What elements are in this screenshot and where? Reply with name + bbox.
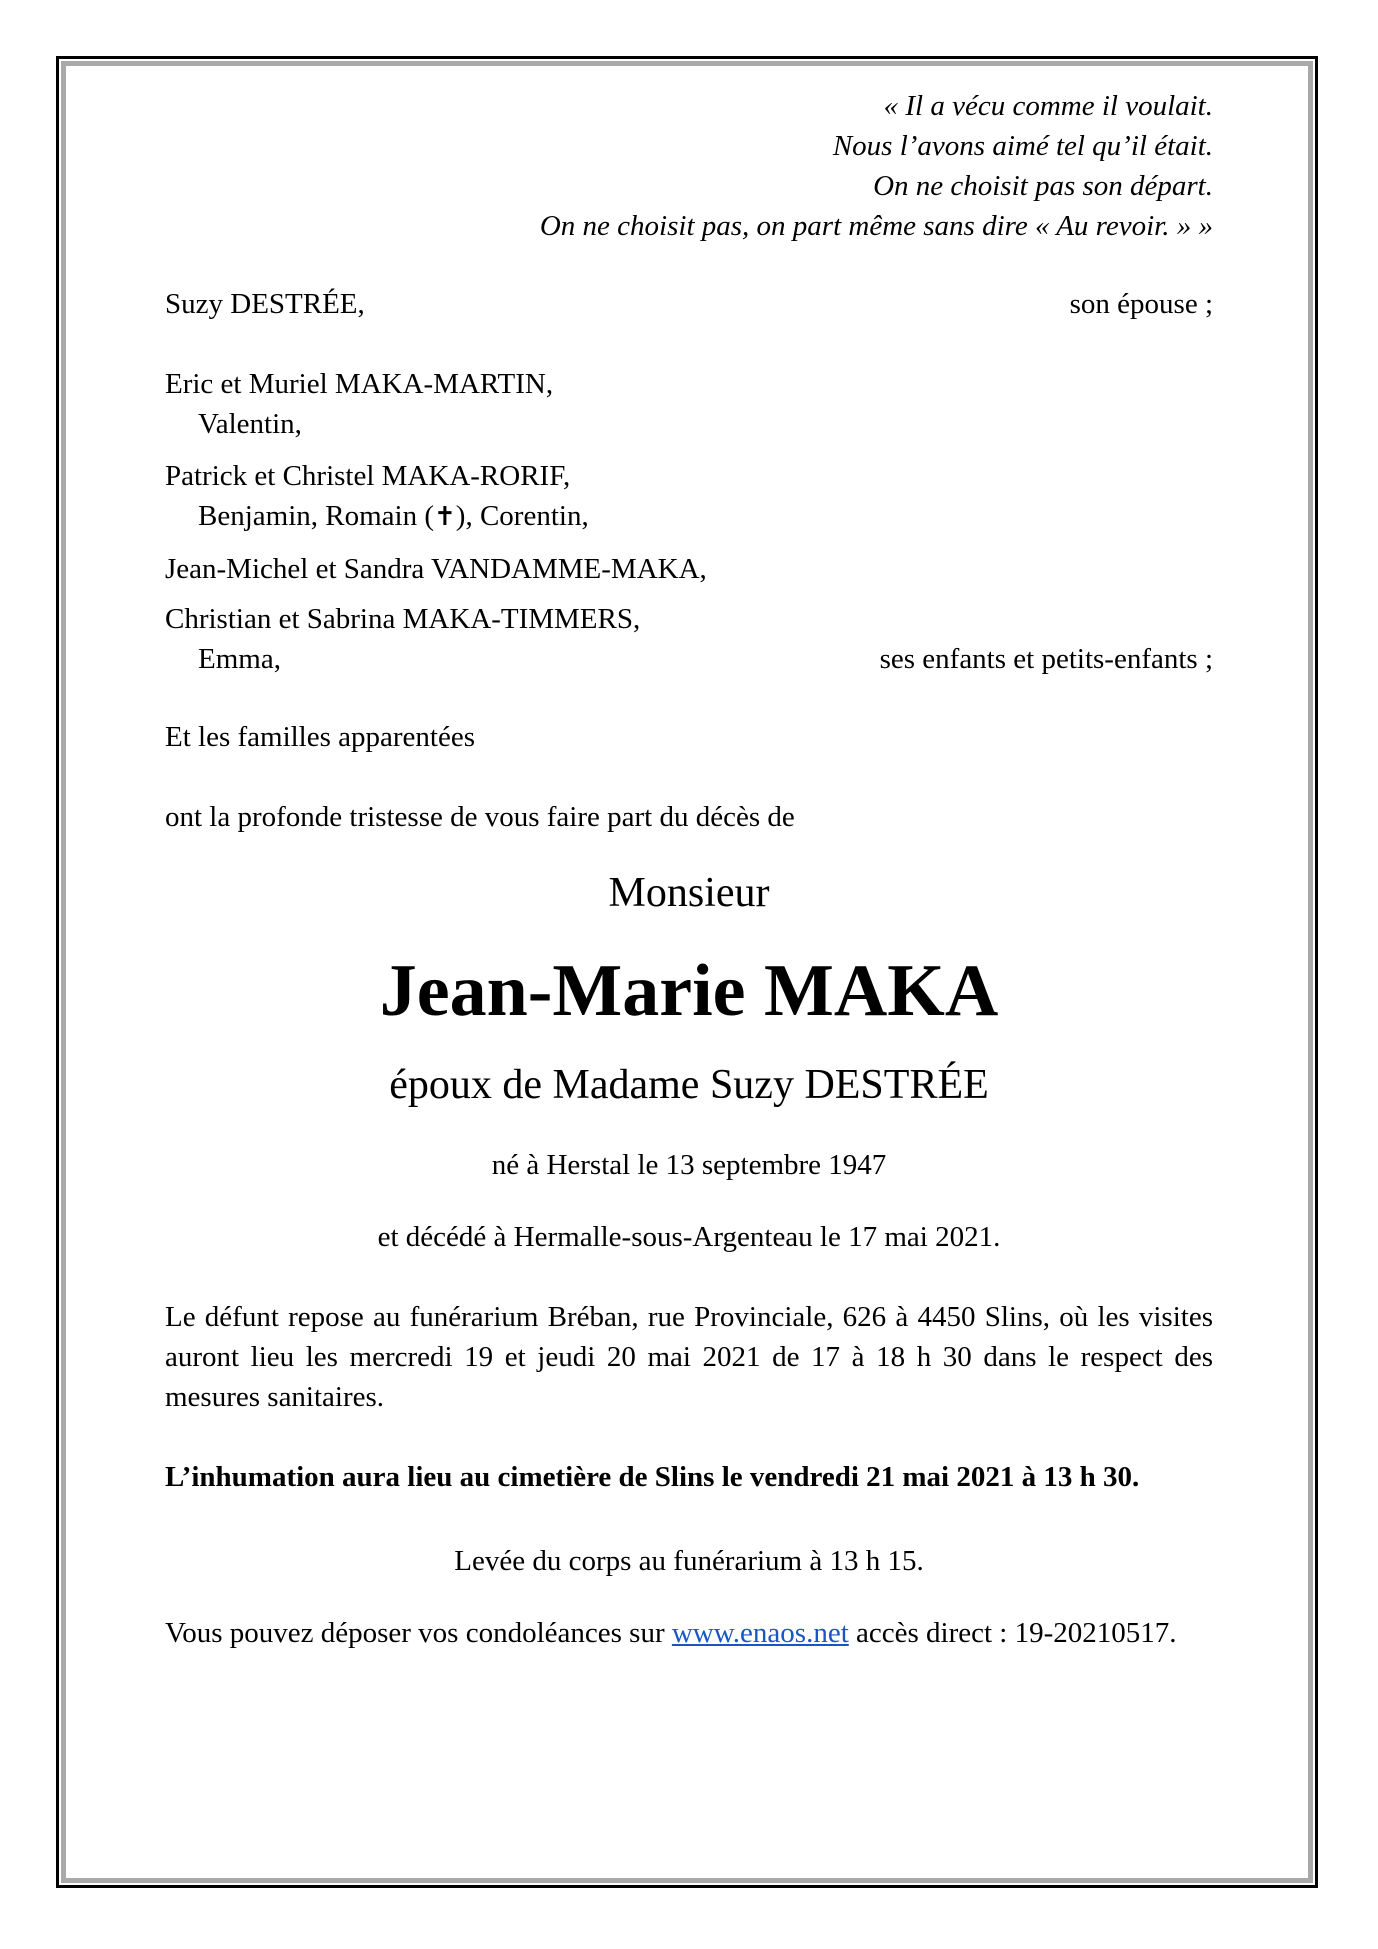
quote-line-3: On ne choisit pas son départ. [873, 170, 1213, 202]
deceased-name: Jean-Marie MAKA [379, 950, 999, 1032]
children-block [165, 364, 1213, 679]
quote-line-1: « Il a vécu comme il voulait. [883, 90, 1213, 122]
honorific: Monsieur [608, 870, 770, 916]
birth-info: né à Herstal le 13 septembre 1947 [491, 1149, 887, 1181]
announcement-text: ont la profonde tristesse de vous faire part du décès de [165, 801, 795, 833]
cross-icon: ✝ [434, 502, 456, 532]
obituary-body [165, 86, 1213, 1653]
quote-line-2: Nous l’avons aimé tel qu’il était. [832, 130, 1213, 162]
enaos-link[interactable]: www.enaos.net [671, 1617, 849, 1649]
children-couple-4: Christian et Sabrina MAKA-TIMMERS, [165, 603, 641, 635]
condolences-info: Vous pouvez déposer vos condoléances sur www.enaos.net accès direct : 19-20210517. [165, 1617, 1177, 1649]
grandchildren-1: Valentin, [198, 408, 302, 440]
epigraph-quote [165, 86, 1213, 246]
grandchildren-4: Emma, [198, 643, 281, 675]
related-families: Et les familles apparentées [165, 721, 476, 753]
children-couple-1: Eric et Muriel MAKA-MARTIN, [165, 368, 554, 400]
children-couple-3: Jean-Michel et Sandra VANDAMME-MAKA, [165, 553, 707, 585]
burial-info: L’inhumation aura lieu au cimetière de Slins le vendredi 21 mai 2021 à 13 h 30. [165, 1461, 1140, 1493]
visitation-info: Le défunt repose au funérarium Bréban, rue Provinciale, 626 à 4450 Slins, où les visites auront lieu les mercredi 19 et jeudi 20 mai 2021 de 17 à 18 h 30 dans le respect des mesures sanitaires. [165, 1301, 1213, 1413]
quote-line-4: On ne choisit pas, on part même sans dire « Au revoir. » » [539, 210, 1213, 242]
spouse-line [165, 284, 1213, 324]
spouse-relation: son épouse ; [1069, 288, 1213, 320]
grandchildren-2: Benjamin, Romain (✝), Corentin, [198, 500, 589, 532]
spouse-name: Suzy DESTRÉE, [165, 288, 365, 320]
levee-info: Levée du corps au funérarium à 13 h 15. [454, 1545, 924, 1577]
spouse-of: époux de Madame Suzy DESTRÉE [389, 1062, 989, 1108]
children-couple-2: Patrick et Christel MAKA-RORIF, [165, 460, 571, 492]
death-info: et décédé à Hermalle-sous-Argenteau le 17 mai 2021. [377, 1221, 1001, 1253]
children-relation-line [165, 639, 1213, 679]
children-relation: ses enfants et petits-enfants ; [879, 643, 1213, 675]
